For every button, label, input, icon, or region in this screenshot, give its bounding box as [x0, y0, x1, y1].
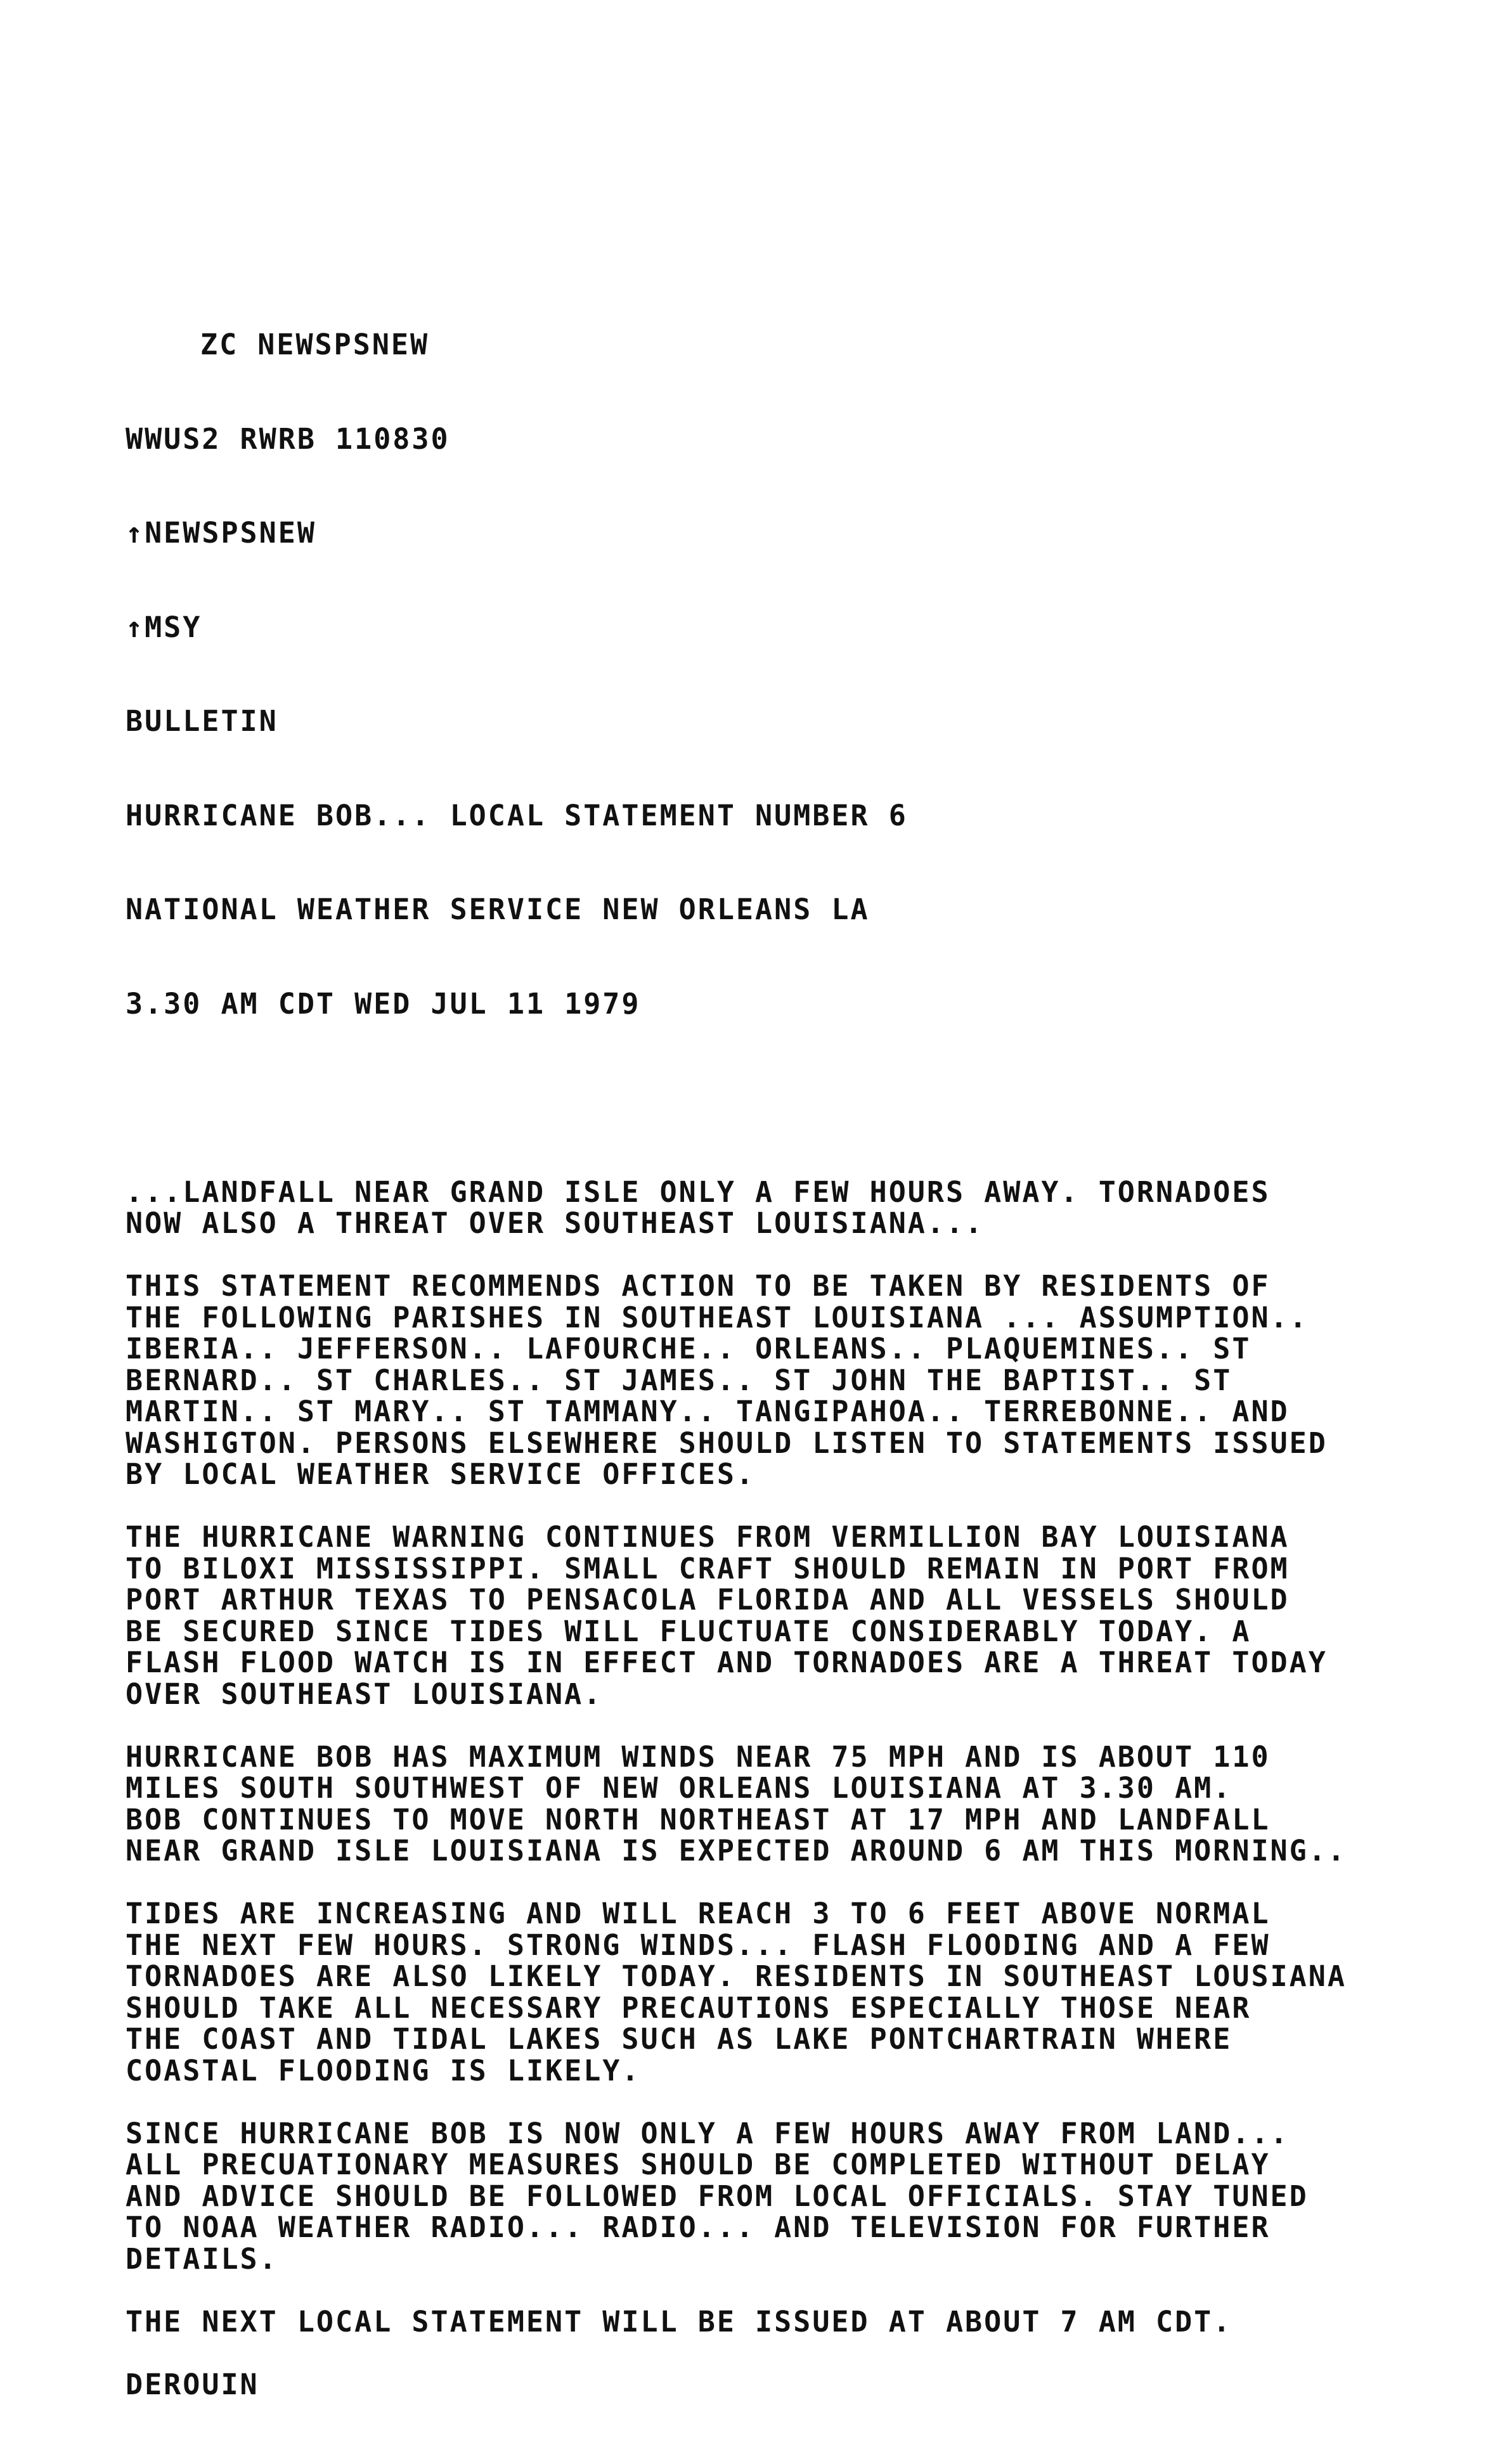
paragraph: [126, 2118, 1394, 2275]
text-line: MARTIN.. ST MARY.. ST TAMMANY.. TANGIPAHOA.. TERREBONNE.. AND: [126, 1395, 1290, 1428]
text-line: THE COAST AND TIDAL LAKES SUCH AS LAKE PONTCHARTRAIN WHERE: [126, 2022, 1232, 2056]
bulletin-type: BULLETIN: [126, 704, 278, 738]
address-line: ↑NEWSPSNEW: [126, 516, 316, 550]
text-line: TORNADOES ARE ALSO LIKELY TODAY. RESIDENTS IN SOUTHEAST LOUSIANA: [126, 1959, 1347, 1993]
paragraph: [126, 1898, 1394, 2086]
text-line: THIS STATEMENT RECOMMENDS ACTION TO BE TAKEN BY RESIDENTS OF: [126, 1269, 1271, 1303]
paragraph-gap: [126, 1490, 1394, 1522]
issuing-office: NATIONAL WEATHER SERVICE NEW ORLEANS LA: [126, 893, 870, 926]
paragraph-gap: [126, 1082, 1394, 1114]
text-line: BE SECURED SINCE TIDES WILL FLUCTUATE CONSIDERABLY TODAY. A: [126, 1614, 1252, 1648]
text-line: NOW ALSO A THREAT OVER SOUTHEAST LOUISIANA...: [126, 1206, 985, 1240]
text-line: THE NEXT LOCAL STATEMENT WILL BE ISSUED AT ABOUT 7 AM CDT.: [126, 2304, 1232, 2338]
paragraph: [126, 1270, 1394, 1490]
paragraph: [126, 2306, 1394, 2338]
address-line: ↑MSY: [126, 610, 202, 644]
text-line: OVER SOUTHEAST LOUISIANA.: [126, 1677, 603, 1711]
text-line: COASTAL FLOODING IS LIKELY.: [126, 2053, 641, 2087]
text-line: THE FOLLOWING PARISHES IN SOUTHEAST LOUISIANA ... ASSUMPTION..: [126, 1300, 1309, 1334]
text-line: BERNARD.. ST CHARLES.. ST JAMES.. ST JOHN THE BAPTIST.. ST: [126, 1363, 1232, 1397]
paragraph-gap: [126, 1239, 1394, 1271]
wmo-header-line: WWUS2 RWRB 110830: [126, 422, 450, 456]
paragraph: [126, 1741, 1394, 1867]
bulletin-text: [126, 266, 1394, 2463]
text-line: BY LOCAL WEATHER SERVICE OFFICES.: [126, 1457, 756, 1491]
routing-line: ZC NEWSPSNEW: [200, 328, 430, 361]
statement-body: [126, 1177, 1394, 2401]
text-line: IBERIA.. JEFFERSON.. LAFOURCHE.. ORLEANS.. PLAQUEMINES.. ST: [126, 1332, 1252, 1365]
text-line: SINCE HURRICANE BOB IS NOW ONLY A FEW HOURS AWAY FROM LAND...: [126, 2116, 1290, 2150]
text-line: NEAR GRAND ISLE LOUISIANA IS EXPECTED AROUND 6 AM THIS MORNING..: [126, 1834, 1347, 1867]
text-line: DEROUIN: [126, 2367, 259, 2401]
paragraph-gap: [126, 2337, 1394, 2369]
text-line: ALL PRECUATIONARY MEASURES SHOULD BE COMPLETED WITHOUT DELAY: [126, 2148, 1271, 2181]
signature: [126, 2369, 1394, 2401]
text-line: TO BILOXI MISSISSIPPI. SMALL CRAFT SHOULD REMAIN IN PORT FROM: [126, 1551, 1290, 1585]
text-line: DETAILS.: [126, 2241, 278, 2276]
paragraph: [126, 1521, 1394, 1710]
text-line: TO NOAA WEATHER RADIO... RADIO... AND TELEVISION FOR FURTHER: [126, 2210, 1271, 2244]
text-line: PORT ARTHUR TEXAS TO PENSACOLA FLORIDA AND ALL VESSELS SHOULD: [126, 1583, 1290, 1616]
paragraph-gap: [126, 1710, 1394, 1741]
text-line: BOB CONTINUES TO MOVE NORTH NORTHEAST AT 17 MPH AND LANDFALL: [126, 1802, 1271, 1836]
text-line: THE NEXT FEW HOURS. STRONG WINDS... FLASH FLOODING AND A FEW: [126, 1928, 1271, 1962]
text-line: HURRICANE BOB HAS MAXIMUM WINDS NEAR 75 MPH AND IS ABOUT 110: [126, 1739, 1271, 1774]
paragraph-gap: [126, 2086, 1394, 2118]
text-line: AND ADVICE SHOULD BE FOLLOWED FROM LOCAL OFFICIALS. STAY TUNED: [126, 2179, 1309, 2213]
issue-time: 3.30 AM CDT WED JUL 11 1979: [126, 986, 641, 1021]
text-line: MILES SOUTH SOUTHWEST OF NEW ORLEANS LOUISIANA AT 3.30 AM.: [126, 1771, 1232, 1805]
statement-title: HURRICANE BOB... LOCAL STATEMENT NUMBER 6: [126, 798, 908, 832]
text-line: FLASH FLOOD WATCH IS IN EFFECT AND TORNADOES ARE A THREAT TODAY: [126, 1646, 1328, 1679]
paragraph-gap: [126, 1867, 1394, 1899]
text-line: THE HURRICANE WARNING CONTINUES FROM VERMILLION BAY LOUISIANA: [126, 1520, 1290, 1554]
paragraph-gap: [126, 2274, 1394, 2306]
text-line: SHOULD TAKE ALL NECESSARY PRECAUTIONS ESPECIALLY THOSE NEAR: [126, 1990, 1252, 2025]
text-line: TIDES ARE INCREASING AND WILL REACH 3 TO 6 FEET ABOVE NORMAL: [126, 1897, 1271, 1930]
text-line: WASHIGTON. PERSONS ELSEWHERE SHOULD LISTEN TO STATEMENTS ISSUED: [126, 1426, 1328, 1460]
paragraph: [126, 1177, 1394, 1239]
text-line: ...LANDFALL NEAR GRAND ISLE ONLY A FEW HOURS AWAY. TORNADOES: [126, 1175, 1271, 1209]
